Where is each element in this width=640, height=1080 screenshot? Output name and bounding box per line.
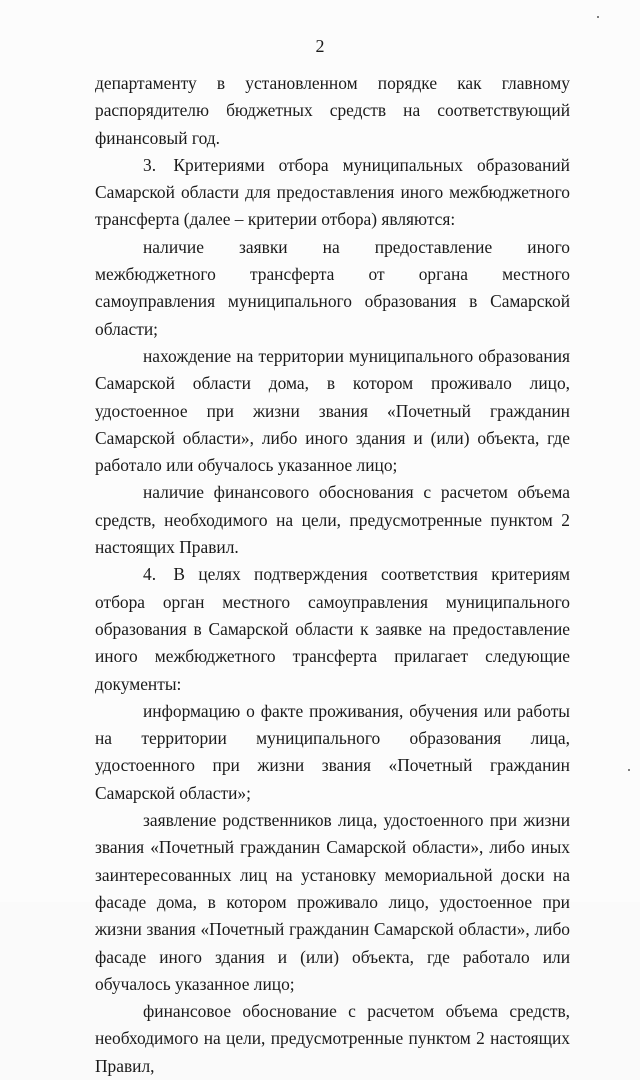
paragraph-document-financial-justification: финансовое обоснование с расчетом объема средств, необходимого на цели, предусмотренные пунктом 2 настоящих Правил, <box>95 1001 570 1076</box>
paragraph-document-relatives-statement: заявление родственников лица, удостоенного при жизни звания «Почетный гражданин Самарской области», либо иных заинтересованных лиц на установку мемориальной доски на фасаде дома, в котором проживало лицо, удостоенное при жизни звания «Почетный гражданин Самарской области», либо фасаде иного здания и (или) объекта, где работало или обучалось указанное лицо; <box>95 810 570 994</box>
document-body <box>95 70 570 1080</box>
paragraph-continuation: департаменту в установленном порядке как главному распорядителю бюджетных средств на соответствующий финансовый год. <box>95 73 570 148</box>
scan-speck <box>597 16 599 18</box>
paragraph-criterion-location: нахождение на территории муниципального образования Самарской области дома, в котором проживало лицо, удостоенное при жизни звания «Почетный гражданин Самарской области», либо иного здания и (или) объекта, где работало или обучалось указанное лицо; <box>95 345 570 476</box>
paragraph-item-3: 3. Критериями отбора муниципальных образований Самарской области для предоставления иного межбюджетного трансферта (далее – критерии отбора) являются: <box>95 154 570 230</box>
scan-speck <box>628 769 630 771</box>
paragraph-criterion-application: наличие заявки на предоставление иного межбюджетного трансферта от органа местного самоуправления муниципального образования в Самарской области; <box>95 236 570 339</box>
paragraph-document-residence-info: информацию о факте проживания, обучения или работы на территории муниципального образования лица, удостоенного при жизни звания «Почетный гражданин Самарской области»; <box>95 700 570 803</box>
paragraph-item-4: 4. В целях подтверждения соответствия критериям отбора орган местного самоуправления муниципального образования в Самарской области к заявке на предоставление иного межбюджетного трансферта прилагает следующие документы: <box>95 564 570 694</box>
page-number: 2 <box>315 36 325 56</box>
paragraph-criterion-financial: наличие финансового обоснования с расчетом объема средств, необходимого на цели, предусмотренные пунктом 2 настоящих Правил. <box>95 482 570 558</box>
